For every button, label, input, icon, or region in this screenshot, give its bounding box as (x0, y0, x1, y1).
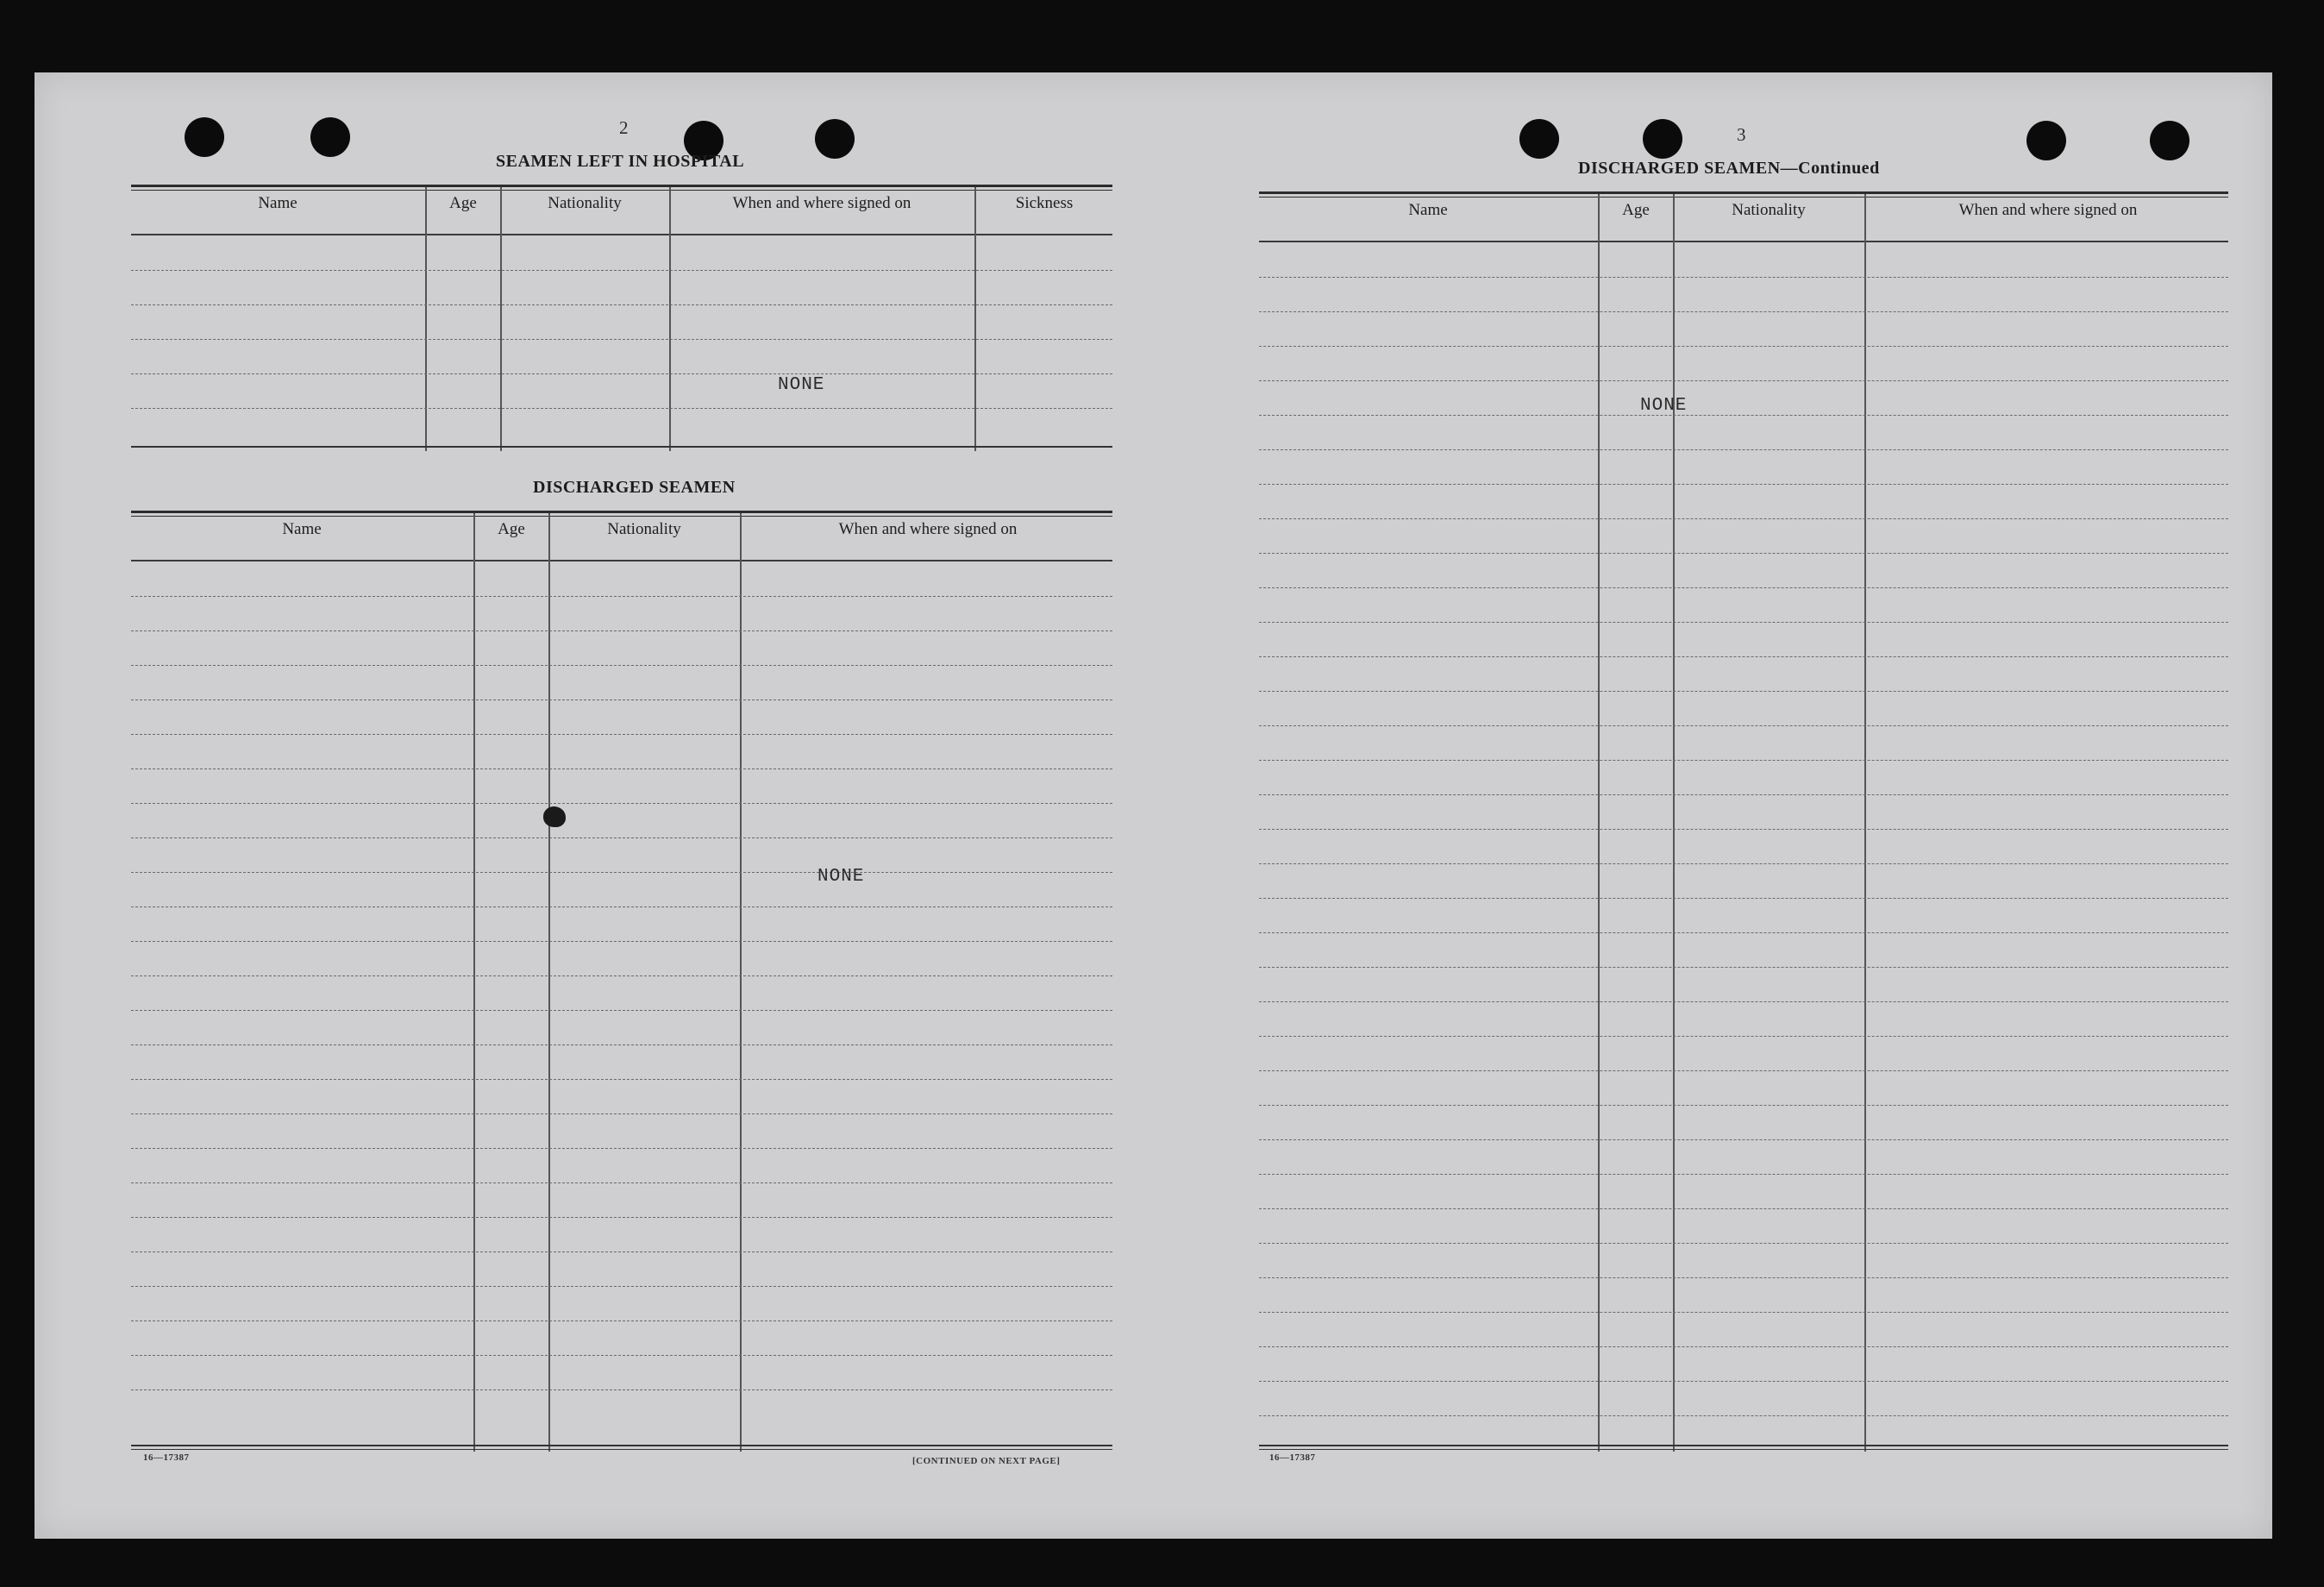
discharged-table (131, 511, 1112, 1452)
hospital-table (131, 185, 1112, 451)
continued-note: [CONTINUED ON NEXT PAGE] (912, 1456, 1061, 1466)
hospital-col-age: Age (449, 194, 477, 212)
hospital-section-title: SEAMEN LEFT IN HOSPITAL (496, 152, 745, 171)
discharged-cont-col-nationality: Nationality (1732, 201, 1806, 219)
discharged-cont-title-suffix: —Continued (1780, 159, 1880, 178)
discharged-cont-col-age: Age (1622, 201, 1650, 219)
discharged-col-nationality: Nationality (607, 520, 681, 538)
ink-blot (543, 806, 566, 827)
form-number-left: 16—17387 (143, 1452, 190, 1463)
discharged-none-entry: NONE (817, 867, 865, 887)
discharged-col-age: Age (498, 520, 525, 538)
binder-hole (2150, 121, 2189, 160)
binder-hole (1643, 119, 1682, 159)
hospital-col-name: Name (258, 194, 298, 212)
discharged-cont-section-title (1578, 159, 1880, 179)
hospital-col-signed-on: When and where signed on (732, 194, 911, 212)
binder-hole (2026, 121, 2066, 160)
discharged-cont-table (1259, 191, 2228, 1452)
discharged-section-title: DISCHARGED SEAMEN (533, 478, 736, 497)
form-number-right: 16—17387 (1269, 1452, 1316, 1463)
binder-hole (185, 117, 224, 157)
discharged-cont-title-text: DISCHARGED SEAMEN (1578, 159, 1781, 178)
discharged-col-signed-on: When and where signed on (838, 520, 1018, 538)
discharged-cont-col-name: Name (1408, 201, 1448, 219)
binder-hole (310, 117, 350, 157)
binder-hole (1519, 119, 1559, 159)
document-sheet (34, 72, 2272, 1539)
hospital-col-nationality: Nationality (548, 194, 622, 212)
page-number-left: 2 (619, 117, 629, 138)
page-number-right: 3 (1737, 124, 1746, 145)
discharged-col-name: Name (282, 520, 322, 538)
hospital-col-sickness: Sickness (1015, 194, 1074, 212)
hospital-none-entry: NONE (778, 375, 825, 395)
discharged-cont-none-entry: NONE (1640, 396, 1688, 416)
discharged-cont-col-signed-on: When and where signed on (1958, 201, 2138, 219)
binder-hole (815, 119, 855, 159)
